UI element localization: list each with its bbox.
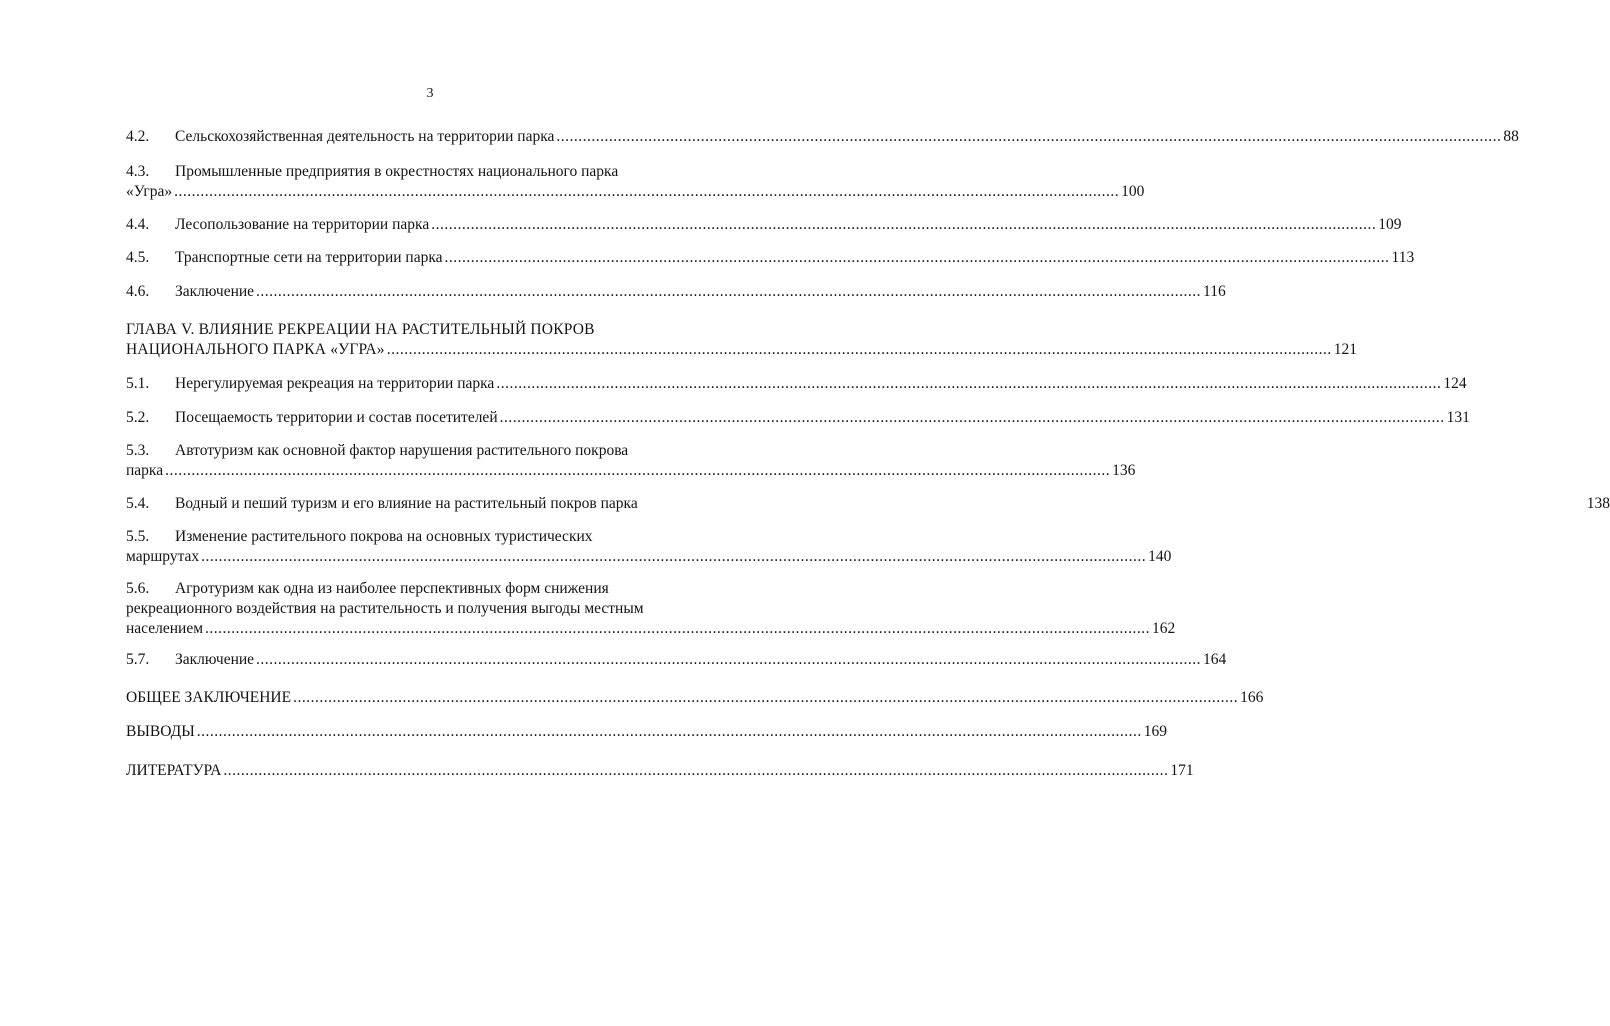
toc-entry[interactable] — [126, 761, 1194, 781]
toc-entry[interactable] — [126, 127, 1519, 147]
page-number: 3 — [426, 86, 434, 101]
toc-leader-dots — [201, 547, 1146, 567]
toc-entry-number: 4.4. — [126, 216, 150, 233]
toc-page-number: 166 — [1240, 689, 1264, 706]
toc-page-number: 171 — [1170, 762, 1194, 779]
toc-entry-number: 4.2. — [126, 128, 150, 145]
toc-entry-number: 4.6. — [126, 283, 150, 300]
toc-entry-title: маршрутах — [126, 548, 200, 565]
toc-leader-dots — [387, 340, 1332, 360]
toc-leader-dots — [500, 408, 1445, 428]
toc-page-number: 138 — [1586, 495, 1610, 512]
toc-leader-dots — [223, 761, 1168, 781]
toc-entry-title: «Угра» — [126, 183, 173, 200]
toc-leader-dots — [445, 248, 1390, 268]
toc-entry[interactable] — [126, 650, 1227, 670]
toc-entry[interactable] — [126, 320, 1357, 360]
toc-entry-title: Водный и пеший туризм и его влияние на растительный покров парка — [175, 495, 638, 512]
toc-entry[interactable] — [126, 441, 1136, 481]
toc-entry[interactable] — [126, 579, 1176, 639]
toc-entry-number: 5.2. — [126, 409, 150, 426]
toc-entry-title: ЛИТЕРАТУРА — [126, 762, 222, 779]
toc-entry[interactable] — [126, 722, 1167, 742]
toc-entry-title-line: Изменение растительного покрова на основных туристических — [175, 528, 593, 545]
toc-leader-dots — [256, 282, 1201, 302]
toc-entry-number: 5.4. — [126, 495, 150, 512]
toc-entry[interactable] — [126, 215, 1402, 235]
toc-entry-title-line: ГЛАВА V. ВЛИЯНИЕ РЕКРЕАЦИИ НА РАСТИТЕЛЬНЫЙ ПОКРОВ — [126, 321, 595, 338]
toc-leader-dots — [496, 374, 1441, 394]
toc-leader-dots — [205, 619, 1150, 639]
toc-page-number: 136 — [1112, 462, 1136, 479]
toc-entry-title: НАЦИОНАЛЬНОГО ПАРКА «УГРА» — [126, 341, 385, 358]
toc-page-number: 113 — [1391, 249, 1415, 266]
toc-entry-title: ОБЩЕЕ ЗАКЛЮЧЕНИЕ — [126, 689, 292, 706]
toc-entry-number: 5.7. — [126, 651, 150, 668]
toc-entry-number: 5.5. — [126, 528, 150, 545]
toc-entry-number: 4.3. — [126, 163, 150, 180]
toc-page-number: 88 — [1503, 128, 1519, 145]
toc-entry-title: Нерегулируемая рекреация на территории парка — [175, 375, 495, 392]
toc-entry-title-line: Агротуризм как одна из наиболее перспективных форм снижения — [175, 580, 609, 597]
toc-entry-title: Транспортные сети на территории парка — [175, 249, 443, 266]
toc-entry-number: 5.6. — [126, 580, 150, 597]
toc-entry-title: Заключение — [175, 283, 255, 300]
toc-leader-dots — [556, 127, 1501, 147]
toc-page-number: 116 — [1203, 283, 1226, 300]
toc-entry-title: Заключение — [175, 651, 255, 668]
toc-entry-title-line: рекреационного воздействия на растительность и получения выгоды местным — [126, 600, 644, 617]
toc-entry-number: 5.3. — [126, 442, 150, 459]
toc-leader-dots — [293, 688, 1238, 708]
toc-entry[interactable] — [126, 408, 1470, 428]
toc-page-number: 109 — [1378, 216, 1402, 233]
toc-entry[interactable] — [126, 162, 1145, 202]
toc-page-number: 131 — [1446, 409, 1470, 426]
toc-entry[interactable] — [126, 527, 1172, 567]
toc-page-number: 121 — [1333, 341, 1357, 358]
toc-entry-number: 5.1. — [126, 375, 150, 392]
toc-entry[interactable] — [126, 688, 1264, 708]
toc-entry-title: Лесопользование на территории парка — [175, 216, 430, 233]
toc-entry[interactable] — [126, 374, 1467, 394]
toc-leader-dots — [165, 461, 1110, 481]
toc-page-number: 169 — [1143, 723, 1167, 740]
toc-entry-number: 4.5. — [126, 249, 150, 266]
toc-entry-title: Сельскохозяйственная деятельность на территории парка — [175, 128, 555, 145]
toc-entry-title: населением — [126, 620, 204, 637]
toc-leader-dots — [174, 182, 1119, 202]
toc-entry-title: парка — [126, 462, 164, 479]
toc-entry[interactable] — [126, 494, 1610, 514]
toc-entry[interactable] — [126, 282, 1226, 302]
toc-entry-title-line: Автотуризм как основной фактор нарушения растительного покрова — [175, 442, 629, 459]
toc-leader-dots — [256, 650, 1201, 670]
toc-page-number: 100 — [1121, 183, 1145, 200]
toc-entry-title: ВЫВОДЫ — [126, 723, 195, 740]
toc-entry-title-line: Промышленные предприятия в окрестностях национального парка — [175, 163, 619, 180]
toc-leader-dots — [197, 722, 1142, 742]
toc-entry-title: Посещаемость территории и состав посетителей — [175, 409, 498, 426]
toc-page-number: 124 — [1443, 375, 1467, 392]
toc-leader-dots — [431, 215, 1376, 235]
toc-page-number: 140 — [1148, 548, 1172, 565]
toc-entry[interactable] — [126, 248, 1415, 268]
toc-page-number: 162 — [1152, 620, 1176, 637]
toc-page-number: 164 — [1203, 651, 1227, 668]
